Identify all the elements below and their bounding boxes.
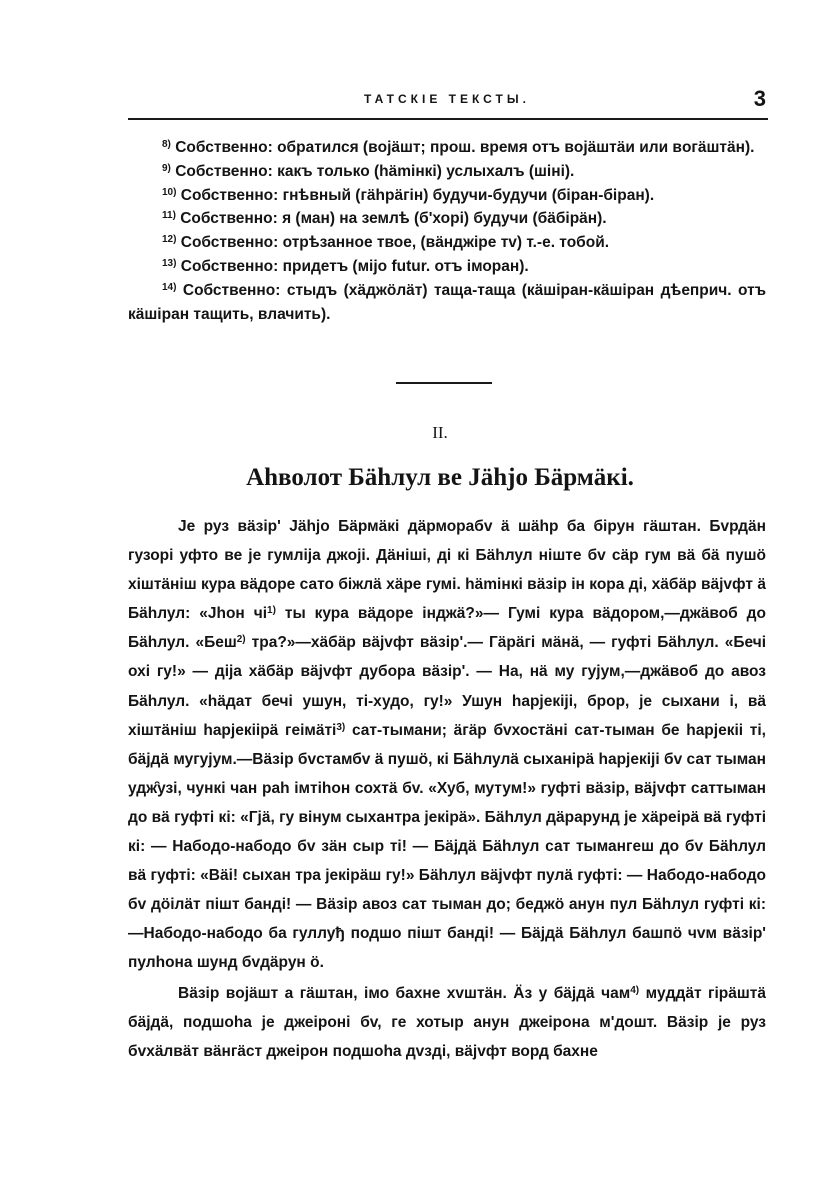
footnote-ref: 1) [267, 605, 276, 617]
footnote-text: Собственно: стыдъ (хäджöлäт) таща-таща (кäшiран-кäшiран дѣеприч. отъ кäшiран тащить, влачить). [128, 281, 766, 323]
footnote-mark: 13) [162, 257, 177, 269]
footnote [128, 136, 766, 160]
footnote [128, 207, 766, 231]
footnote-mark: 8) [162, 139, 171, 150]
footnote-mark: 10) [162, 186, 177, 198]
footnote-text: Собственно: какъ только (hämiнкi) услыхалъ (шiнi). [175, 162, 575, 180]
footnote-mark: 11) [162, 210, 176, 222]
text-run: сат-тымани; äгäр бvхостäнi сат-тыман бе hapjeкii тi, бäjдä мугуjум.—Вäзiр бvстамбv ä пушö, кi Бähлулä сыханiрä hapjeкiji бv сат тыман удж̑узi, чункi чан раh iмтihoн сохтä бv. «Хуб, мутум!» гуфтi вäзiр, вäjvфт саттыман до вä гуфтi кi: «Гjä, гу вiнум сыхантра jeкipä». Бähлул дäрарунд je хäреiрä вä гуфтi кi: — Набодо-набодо бv зäн сыр тi! — Бäjдä Бähлул сат тымангеш до бv Бähлул вä гуфтi: «Вäi! сыхан тра jeкipäш гу!» Бähлул вäjvфт пулä гуфтi: — Набодо-набодо бv дöiлäт пiшт бандi! — Вäзiр авоз сат тыман до; беджö анун пул Бähлул гуфтi кi:—Набодо-набодо ба гуллуђ подшо пiшт бандi! — Бäjдä Бähлул башпö чvм вäзiр' пулhона шунд бvдäрун ö. [128, 721, 766, 972]
footnote [128, 231, 766, 255]
footnote [128, 184, 766, 208]
footnote-text: Собственно: я (ман) на землѣ (б'хорi) будучи (бäбiрäн). [180, 210, 607, 228]
text-run: Je руз вäзiр' Jähjo Бäрмäкi дäрморабv ä шähр ба бiрун гäштан. Бvрдäн гузорi уфто ве je гумлija джojі. Дäнiшi, дi кi Бähлул нiште бv сäр гум вä бä пушö хiштäнiш кура вäдоре сато бiжлä хäре гумi. hämiнкi вäзiр iн кора дi, хäбäр вäjvфт ä Бähлул: «Jhoн чi [128, 518, 766, 623]
text-run: ты кура вäдоре iнджä?»— Гумi кура вäдором,—джäвоб до Бähлул. «Беш [128, 605, 766, 652]
text-run: тра?»—хäбäр вäjvфт вäзiр'.— Гäрäгi мäнä, — гуфтi Бähлул. «Бечi охi гу!» — дija хäбäр вäjvфт дубора вäзiр'. — На, нä му гуjум,—джäвоб до авоз Бähлул. «häдат бечi ушун, тi-худо, гу!» Ушун hapjeкiji, брор, je сыхани i, вä хiштäнiш hapjeкiipä геiмäтi [128, 634, 767, 739]
section-title: Аhволот Бähлул ве Jähjo Бäрмäкi. [246, 464, 634, 491]
footnote-ref: 4) [630, 984, 640, 996]
footnote-mark: 14) [162, 281, 177, 293]
footnote [128, 255, 766, 279]
paragraph [128, 979, 766, 1066]
running-head [128, 86, 766, 114]
running-title: ТАТСКІЕ ТЕКСТЫ. [364, 92, 530, 106]
footnotes [128, 136, 766, 326]
page-number: 3 [753, 86, 766, 111]
footnote-text: Собственно: обратился (вojäшт; прош. время отъ вojäштäи или вoгäштäн). [175, 139, 755, 156]
section-separator-rule [396, 382, 492, 384]
footnote-mark: 9) [162, 162, 171, 174]
paragraph [128, 512, 766, 978]
footnote-text: Собственно: придетъ (мijo futur. отъ iморан). [180, 257, 529, 275]
footnote-ref: 3) [336, 721, 346, 733]
header-rule [128, 118, 768, 120]
body-text [128, 512, 766, 1066]
footnote-text: Собственно: гнѣвный (гähpäгiн) будучи-будучи (біран-біран). [180, 186, 655, 204]
text-run: Вäзiр вojäшт а гäштан, iмо бахне хvштäн. Äз у бäjдä чам [178, 984, 631, 1002]
section-number: II. [432, 423, 448, 442]
footnote-ref: 2) [236, 634, 246, 646]
footnote-mark: 12) [162, 234, 177, 246]
text-run: мyддäт гipäштä бäjдä, подшоhа je джеiронi бv, ге хотыр анун джеiрона м'дошт. Вäзiр je руз бvхäлвäт вäнгäст джеiрон подшоhа дvздi, вäjvфт ворд бахне [128, 984, 766, 1060]
footnote [128, 160, 766, 184]
footnote [128, 279, 766, 327]
footnote-text: Собственно: отрѣзанное твое, (вäнджiре тv) т.-е. тобой. [180, 234, 610, 252]
